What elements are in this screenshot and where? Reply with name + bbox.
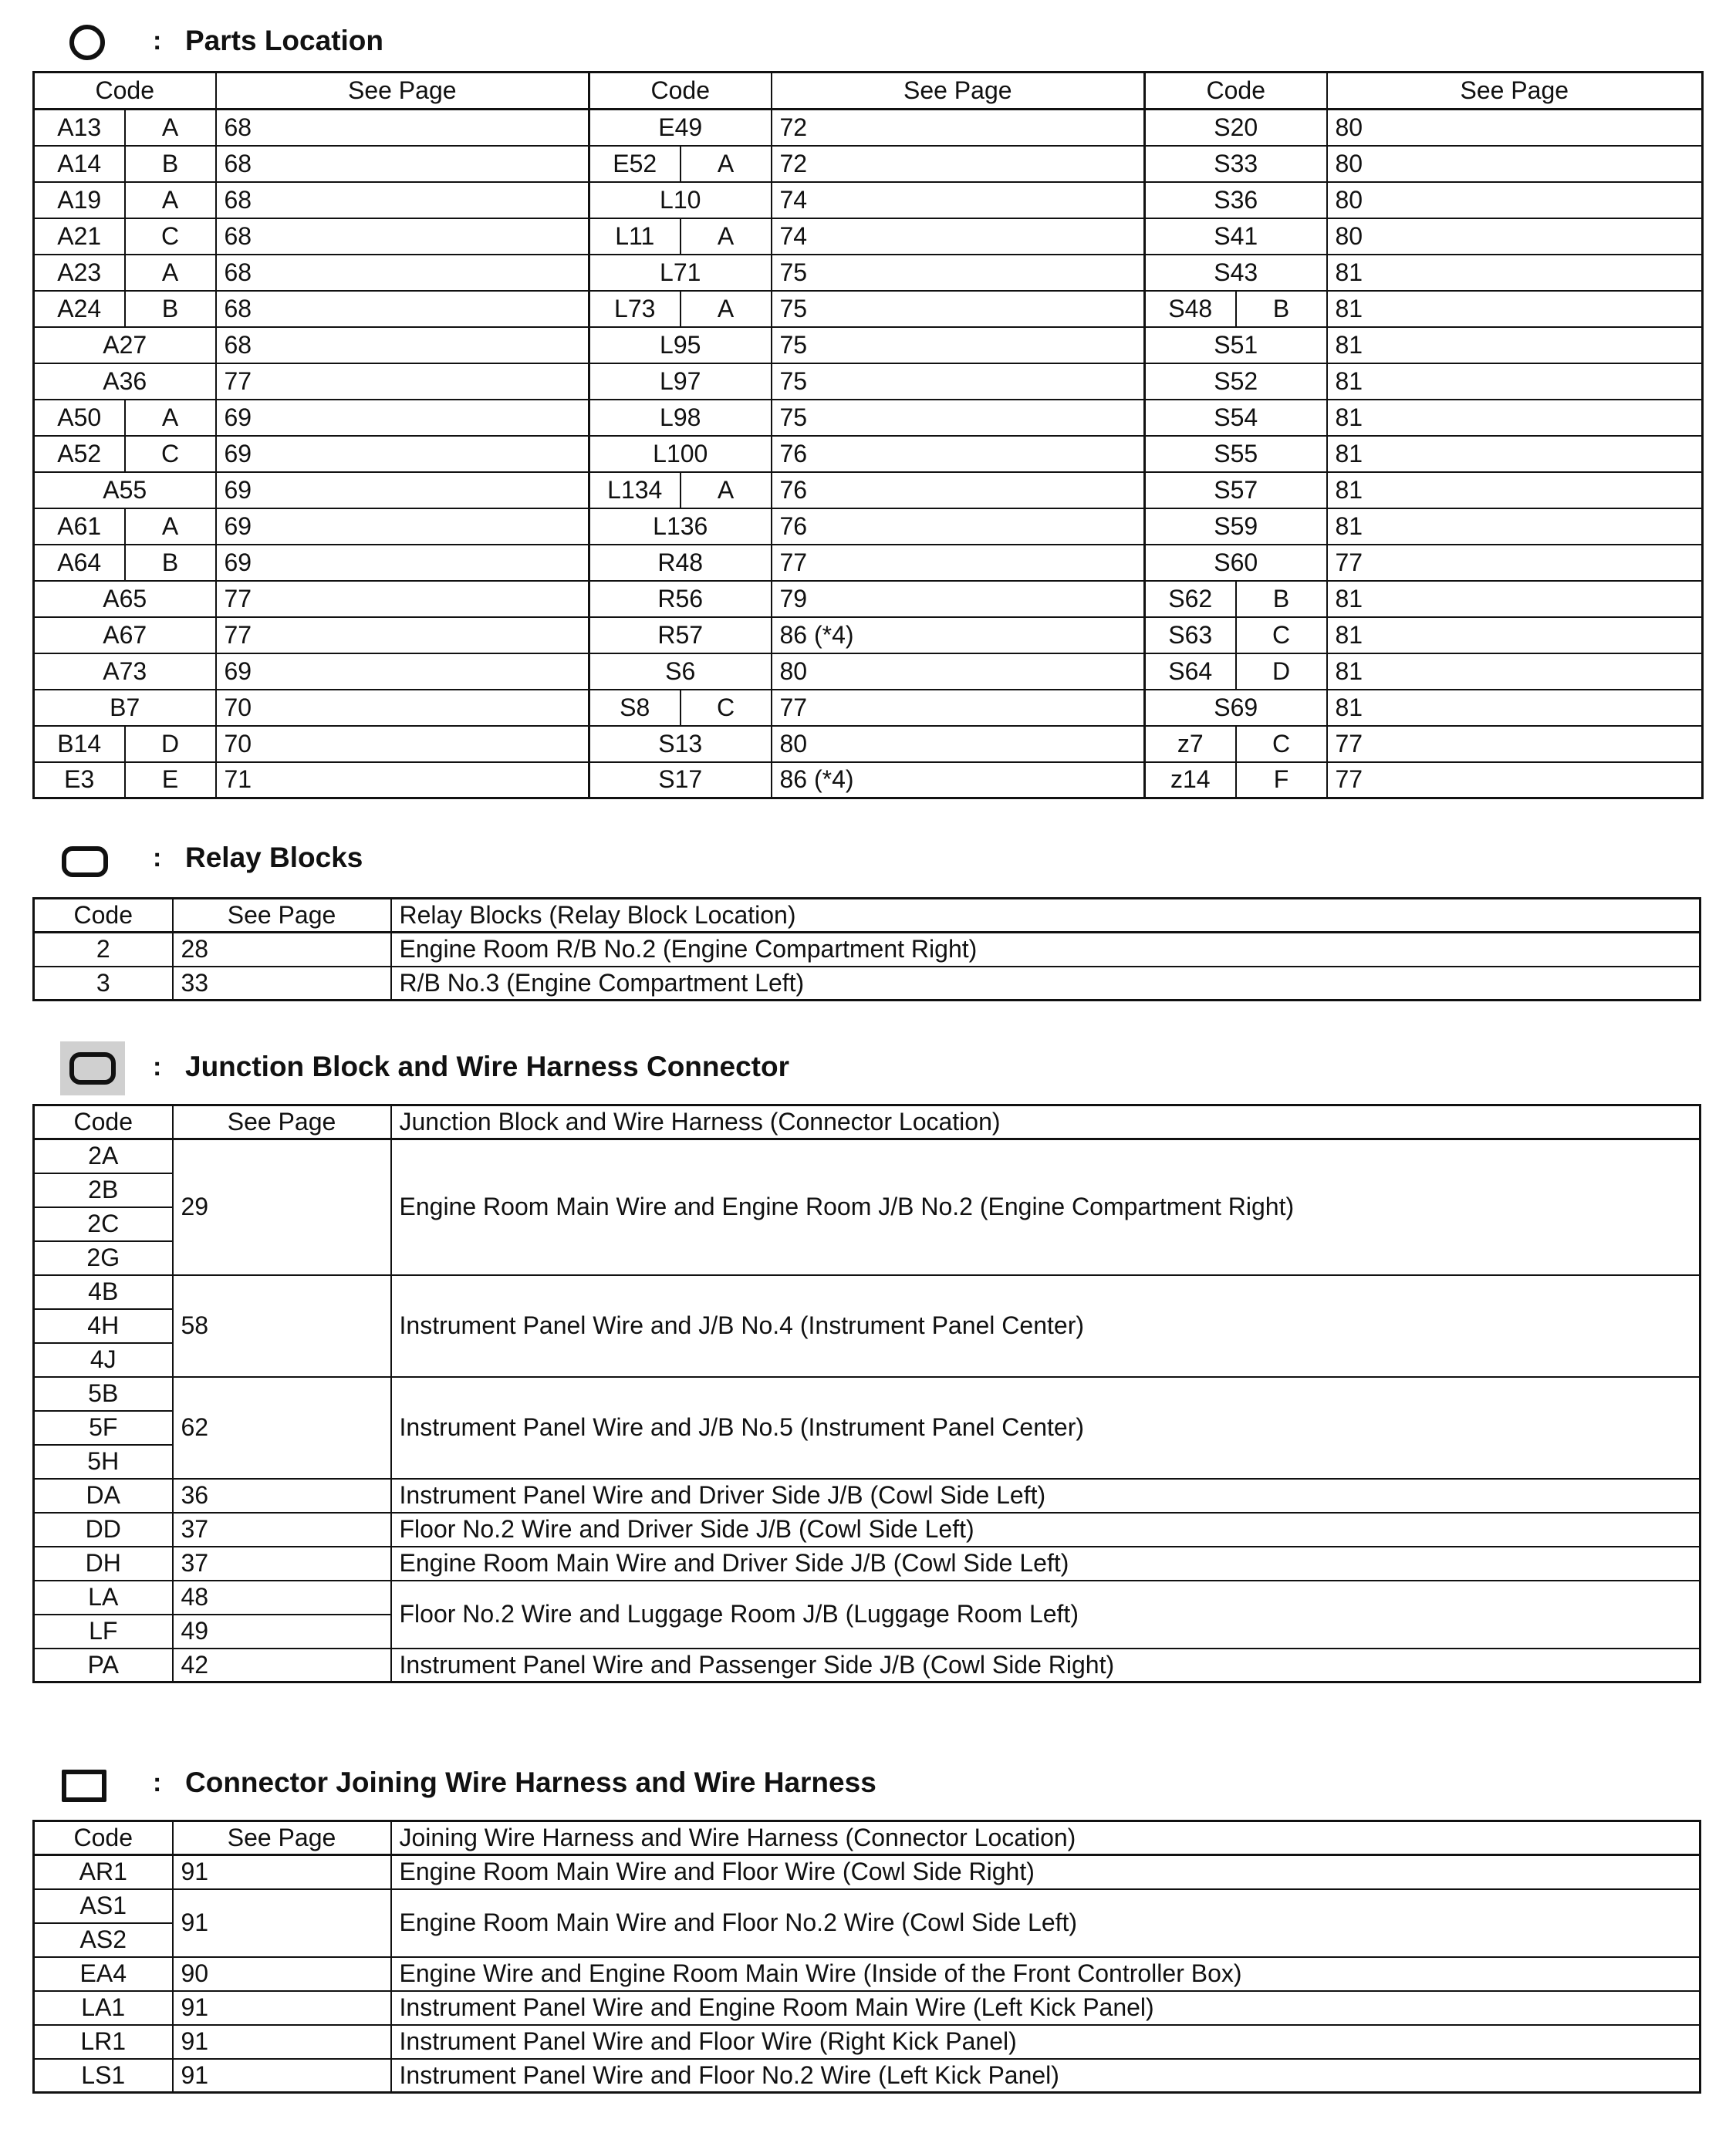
- see-page-cell: 76: [772, 472, 1145, 508]
- code-cell: A67: [34, 617, 216, 653]
- sub-code-cell: D: [1236, 653, 1327, 690]
- parts-location-header: [0, 20, 1736, 66]
- code-cell: S51: [1145, 327, 1327, 363]
- table-row: [34, 182, 1703, 218]
- column-header-code: Code: [34, 1105, 173, 1139]
- code-cell: A64: [34, 545, 125, 581]
- code-cell: L95: [589, 327, 772, 363]
- header-row: [34, 899, 1701, 933]
- table-row: [34, 1581, 1701, 1615]
- code-cell: A13: [34, 110, 125, 146]
- see-page-cell: 68: [216, 291, 589, 327]
- code-cell: A19: [34, 182, 125, 218]
- see-page-cell: 81: [1327, 400, 1703, 436]
- table-row: [34, 726, 1703, 762]
- see-page-cell: 68: [216, 110, 589, 146]
- square-symbol-icon: [62, 1770, 106, 1802]
- junction-block-header: [0, 1041, 1736, 1088]
- code-cell: DD: [34, 1513, 173, 1547]
- circle-symbol-icon: [69, 25, 105, 60]
- code-cell: L136: [589, 508, 772, 545]
- see-page-cell: 77: [1327, 726, 1703, 762]
- table-row: [34, 1649, 1701, 1682]
- code-cell: AS2: [34, 1923, 173, 1957]
- see-page-cell: 68: [216, 218, 589, 255]
- see-page-cell: 76: [772, 508, 1145, 545]
- code-cell: 5F: [34, 1411, 173, 1445]
- see-page-cell: 80: [1327, 146, 1703, 182]
- see-page-cell: 75: [772, 327, 1145, 363]
- code-cell: A73: [34, 653, 216, 690]
- code-cell: A50: [34, 400, 125, 436]
- column-header-see-page: See Page: [1327, 73, 1703, 110]
- see-page-cell: 48: [173, 1581, 391, 1615]
- see-page-cell: 62: [173, 1377, 391, 1479]
- see-page-cell: 68: [216, 182, 589, 218]
- sub-code-cell: A: [681, 218, 772, 255]
- sub-code-cell: A: [125, 400, 216, 436]
- table-row: [34, 762, 1703, 798]
- code-cell: EA4: [34, 1957, 173, 1991]
- location-cell: Instrument Panel Wire and Floor Wire (Right Kick Panel): [391, 2025, 1701, 2059]
- see-page-cell: 29: [173, 1139, 391, 1275]
- relay-blocks-header: [0, 837, 1736, 883]
- location-cell: Engine Room Main Wire and Floor No.2 Wire (Cowl Side Left): [391, 1889, 1701, 1957]
- sub-code-cell: A: [681, 291, 772, 327]
- see-page-cell: 76: [772, 436, 1145, 472]
- location-cell: Engine Room Main Wire and Floor Wire (Cowl Side Right): [391, 1855, 1701, 1889]
- rounded-rect-symbol-icon: [62, 846, 108, 877]
- see-page-cell: 36: [173, 1479, 391, 1513]
- location-cell: Floor No.2 Wire and Luggage Room J/B (Luggage Room Left): [391, 1581, 1701, 1649]
- see-page-cell: 77: [216, 617, 589, 653]
- sub-code-cell: F: [1236, 762, 1327, 798]
- colon: :: [153, 26, 162, 56]
- see-page-cell: 28: [173, 933, 391, 967]
- table-row: [34, 2025, 1701, 2059]
- see-page-cell: 49: [173, 1615, 391, 1649]
- code-cell: A55: [34, 472, 216, 508]
- see-page-cell: 68: [216, 327, 589, 363]
- see-page-cell: 69: [216, 545, 589, 581]
- see-page-cell: 74: [772, 218, 1145, 255]
- location-cell: Instrument Panel Wire and Passenger Side J/B (Cowl Side Right): [391, 1649, 1701, 1682]
- sub-code-cell: B: [125, 545, 216, 581]
- header-row: [34, 1105, 1701, 1139]
- table-row: [34, 933, 1701, 967]
- code-cell: AR1: [34, 1855, 173, 1889]
- section-title: Parts Location: [185, 25, 383, 56]
- column-header-see-page: See Page: [173, 899, 391, 933]
- sub-code-cell: A: [125, 110, 216, 146]
- see-page-cell: 77: [1327, 762, 1703, 798]
- see-page-cell: 90: [173, 1957, 391, 1991]
- junction-block-table: [32, 1104, 1701, 1683]
- sub-code-cell: B: [1236, 581, 1327, 617]
- code-cell: L134: [589, 472, 681, 508]
- see-page-cell: 74: [772, 182, 1145, 218]
- code-cell: E52: [589, 146, 681, 182]
- see-page-cell: 81: [1327, 327, 1703, 363]
- table-row: [34, 1513, 1701, 1547]
- code-cell: L10: [589, 182, 772, 218]
- location-cell: Engine Room Main Wire and Driver Side J/B (Cowl Side Left): [391, 1547, 1701, 1581]
- code-cell: B7: [34, 690, 216, 726]
- see-page-cell: 91: [173, 1889, 391, 1957]
- code-cell: LA1: [34, 1991, 173, 2025]
- see-page-cell: 71: [216, 762, 589, 798]
- code-cell: S33: [1145, 146, 1327, 182]
- table-row: [34, 545, 1703, 581]
- code-cell: R57: [589, 617, 772, 653]
- location-cell: Instrument Panel Wire and Driver Side J/B (Cowl Side Left): [391, 1479, 1701, 1513]
- see-page-cell: 91: [173, 2025, 391, 2059]
- see-page-cell: 75: [772, 400, 1145, 436]
- table-row: [34, 1377, 1701, 1411]
- colon: :: [153, 1768, 162, 1797]
- code-cell: A21: [34, 218, 125, 255]
- sub-code-cell: A: [125, 255, 216, 291]
- code-cell: S52: [1145, 363, 1327, 400]
- table-row: [34, 1275, 1701, 1309]
- see-page-cell: 80: [772, 653, 1145, 690]
- see-page-cell: 37: [173, 1513, 391, 1547]
- code-cell: A23: [34, 255, 125, 291]
- see-page-cell: 69: [216, 400, 589, 436]
- code-cell: S55: [1145, 436, 1327, 472]
- sub-code-cell: C: [125, 218, 216, 255]
- sub-code-cell: B: [125, 146, 216, 182]
- section-title: Junction Block and Wire Harness Connector: [185, 1051, 789, 1082]
- table-row: [34, 1957, 1701, 1991]
- sub-code-cell: B: [1236, 291, 1327, 327]
- code-cell: DA: [34, 1479, 173, 1513]
- code-cell: S13: [589, 726, 772, 762]
- code-cell: B14: [34, 726, 125, 762]
- code-cell: R48: [589, 545, 772, 581]
- code-cell: S8: [589, 690, 681, 726]
- code-cell: 2B: [34, 1173, 173, 1207]
- see-page-cell: 81: [1327, 255, 1703, 291]
- table-row: [34, 581, 1703, 617]
- table-row: [34, 363, 1703, 400]
- code-cell: R56: [589, 581, 772, 617]
- code-cell: S20: [1145, 110, 1327, 146]
- code-cell: L97: [589, 363, 772, 400]
- column-header-see-page: See Page: [173, 1105, 391, 1139]
- code-cell: 4J: [34, 1343, 173, 1377]
- rounded-rect-symbol-icon: [69, 1052, 116, 1085]
- code-cell: S57: [1145, 472, 1327, 508]
- sub-code-cell: C: [1236, 617, 1327, 653]
- column-header-see-page: See Page: [772, 73, 1145, 110]
- see-page-cell: 80: [772, 726, 1145, 762]
- table-row: [34, 1547, 1701, 1581]
- table-row: [34, 146, 1703, 182]
- location-cell: Floor No.2 Wire and Driver Side J/B (Cowl Side Left): [391, 1513, 1701, 1547]
- column-header-see-page: See Page: [173, 1821, 391, 1855]
- see-page-cell: 77: [1327, 545, 1703, 581]
- see-page-cell: 69: [216, 472, 589, 508]
- see-page-cell: 68: [216, 146, 589, 182]
- code-cell: A65: [34, 581, 216, 617]
- table-row: [34, 1889, 1701, 1923]
- connector-joining-table: [32, 1820, 1701, 2094]
- code-cell: A24: [34, 291, 125, 327]
- code-cell: S6: [589, 653, 772, 690]
- code-cell: LR1: [34, 2025, 173, 2059]
- see-page-cell: 69: [216, 436, 589, 472]
- table-row: [34, 508, 1703, 545]
- location-cell: Engine Room Main Wire and Engine Room J/B No.2 (Engine Compartment Right): [391, 1139, 1701, 1275]
- see-page-cell: 72: [772, 146, 1145, 182]
- code-cell: E3: [34, 762, 125, 798]
- code-cell: 4B: [34, 1275, 173, 1309]
- code-cell: L73: [589, 291, 681, 327]
- see-page-cell: 79: [772, 581, 1145, 617]
- table-row: [34, 1139, 1701, 1173]
- see-page-cell: 75: [772, 291, 1145, 327]
- code-cell: 3: [34, 967, 173, 1001]
- table-row: [34, 472, 1703, 508]
- see-page-cell: 68: [216, 255, 589, 291]
- table-row: [34, 2059, 1701, 2093]
- column-header-code: Code: [34, 73, 216, 110]
- see-page-cell: 69: [216, 653, 589, 690]
- code-cell: 5H: [34, 1445, 173, 1479]
- table-row: [34, 291, 1703, 327]
- see-page-cell: 72: [772, 110, 1145, 146]
- see-page-cell: 81: [1327, 690, 1703, 726]
- code-cell: z14: [1145, 762, 1236, 798]
- code-cell: S17: [589, 762, 772, 798]
- location-cell: Instrument Panel Wire and Floor No.2 Wire (Left Kick Panel): [391, 2059, 1701, 2093]
- table-row: [34, 110, 1703, 146]
- see-page-cell: 80: [1327, 218, 1703, 255]
- colon: :: [153, 843, 162, 872]
- table-row: [34, 653, 1703, 690]
- code-cell: S48: [1145, 291, 1236, 327]
- see-page-cell: 75: [772, 255, 1145, 291]
- see-page-cell: 86 (*4): [772, 762, 1145, 798]
- see-page-cell: 42: [173, 1649, 391, 1682]
- sub-code-cell: A: [125, 182, 216, 218]
- sub-code-cell: A: [681, 146, 772, 182]
- column-header-location: Joining Wire Harness and Wire Harness (Connector Location): [391, 1821, 1701, 1855]
- table-row: [34, 1855, 1701, 1889]
- table-row: [34, 327, 1703, 363]
- code-cell: L100: [589, 436, 772, 472]
- location-cell: Instrument Panel Wire and Engine Room Main Wire (Left Kick Panel): [391, 1991, 1701, 2025]
- code-cell: A36: [34, 363, 216, 400]
- see-page-cell: 91: [173, 1991, 391, 2025]
- header-row: [34, 1821, 1701, 1855]
- code-cell: S59: [1145, 508, 1327, 545]
- code-cell: S41: [1145, 218, 1327, 255]
- see-page-cell: 80: [1327, 110, 1703, 146]
- parts-location-table: [32, 71, 1704, 799]
- code-cell: LF: [34, 1615, 173, 1649]
- code-cell: 4H: [34, 1309, 173, 1343]
- code-cell: L11: [589, 218, 681, 255]
- code-cell: 5B: [34, 1377, 173, 1411]
- see-page-cell: 70: [216, 690, 589, 726]
- see-page-cell: 81: [1327, 436, 1703, 472]
- code-cell: A27: [34, 327, 216, 363]
- column-header-code: Code: [589, 73, 772, 110]
- see-page-cell: 86 (*4): [772, 617, 1145, 653]
- see-page-cell: 75: [772, 363, 1145, 400]
- code-cell: S69: [1145, 690, 1327, 726]
- code-cell: L98: [589, 400, 772, 436]
- code-cell: 2G: [34, 1241, 173, 1275]
- code-cell: A14: [34, 146, 125, 182]
- relay-blocks-table: [32, 897, 1701, 1001]
- column-header-location: Relay Blocks (Relay Block Location): [391, 899, 1701, 933]
- see-page-cell: 70: [216, 726, 589, 762]
- code-cell: S54: [1145, 400, 1327, 436]
- location-cell: Instrument Panel Wire and J/B No.5 (Instrument Panel Center): [391, 1377, 1701, 1479]
- table-row: [34, 218, 1703, 255]
- section-title: Relay Blocks: [185, 842, 363, 873]
- see-page-cell: 91: [173, 2059, 391, 2093]
- table-row: [34, 1991, 1701, 2025]
- code-cell: L71: [589, 255, 772, 291]
- code-cell: LS1: [34, 2059, 173, 2093]
- table-row: [34, 690, 1703, 726]
- code-cell: A52: [34, 436, 125, 472]
- table-row: [34, 436, 1703, 472]
- sub-code-cell: D: [125, 726, 216, 762]
- see-page-cell: 81: [1327, 653, 1703, 690]
- column-header-code: Code: [34, 1821, 173, 1855]
- column-header-code: Code: [1145, 73, 1327, 110]
- see-page-cell: 81: [1327, 581, 1703, 617]
- location-cell: Instrument Panel Wire and J/B No.4 (Instrument Panel Center): [391, 1275, 1701, 1377]
- location-cell: R/B No.3 (Engine Compartment Left): [391, 967, 1701, 1001]
- see-page-cell: 81: [1327, 472, 1703, 508]
- see-page-cell: 69: [216, 508, 589, 545]
- colon: :: [153, 1052, 162, 1082]
- code-cell: S63: [1145, 617, 1236, 653]
- see-page-cell: 81: [1327, 291, 1703, 327]
- column-header-code: Code: [34, 899, 173, 933]
- code-cell: 2: [34, 933, 173, 967]
- code-cell: z7: [1145, 726, 1236, 762]
- code-cell: E49: [589, 110, 772, 146]
- code-cell: DH: [34, 1547, 173, 1581]
- sub-code-cell: A: [681, 472, 772, 508]
- location-cell: Engine Room R/B No.2 (Engine Compartment Right): [391, 933, 1701, 967]
- see-page-cell: 77: [772, 690, 1145, 726]
- see-page-cell: 58: [173, 1275, 391, 1377]
- sub-code-cell: A: [125, 508, 216, 545]
- see-page-cell: 91: [173, 1855, 391, 1889]
- see-page-cell: 37: [173, 1547, 391, 1581]
- sub-code-cell: B: [125, 291, 216, 327]
- sub-code-cell: C: [125, 436, 216, 472]
- table-row: [34, 400, 1703, 436]
- connector-joining-header: [0, 1760, 1736, 1807]
- table-row: [34, 255, 1703, 291]
- see-page-cell: 81: [1327, 363, 1703, 400]
- column-header-location: Junction Block and Wire Harness (Connector Location): [391, 1105, 1701, 1139]
- section-title: Connector Joining Wire Harness and Wire Harness: [185, 1767, 876, 1798]
- code-cell: S60: [1145, 545, 1327, 581]
- sub-code-cell: C: [681, 690, 772, 726]
- code-cell: AS1: [34, 1889, 173, 1923]
- see-page-cell: 80: [1327, 182, 1703, 218]
- see-page-cell: 81: [1327, 508, 1703, 545]
- code-cell: S62: [1145, 581, 1236, 617]
- see-page-cell: 33: [173, 967, 391, 1001]
- code-cell: A61: [34, 508, 125, 545]
- see-page-cell: 81: [1327, 617, 1703, 653]
- code-cell: PA: [34, 1649, 173, 1682]
- table-row: [34, 1479, 1701, 1513]
- table-row: [34, 967, 1701, 1001]
- code-cell: S43: [1145, 255, 1327, 291]
- column-header-see-page: See Page: [216, 73, 589, 110]
- see-page-cell: 77: [216, 581, 589, 617]
- code-cell: S36: [1145, 182, 1327, 218]
- sub-code-cell: E: [125, 762, 216, 798]
- sub-code-cell: C: [1236, 726, 1327, 762]
- see-page-cell: 77: [216, 363, 589, 400]
- location-cell: Engine Wire and Engine Room Main Wire (Inside of the Front Controller Box): [391, 1957, 1701, 1991]
- code-cell: S64: [1145, 653, 1236, 690]
- code-cell: 2C: [34, 1207, 173, 1241]
- see-page-cell: 77: [772, 545, 1145, 581]
- code-cell: 2A: [34, 1139, 173, 1173]
- code-cell: LA: [34, 1581, 173, 1615]
- table-row: [34, 617, 1703, 653]
